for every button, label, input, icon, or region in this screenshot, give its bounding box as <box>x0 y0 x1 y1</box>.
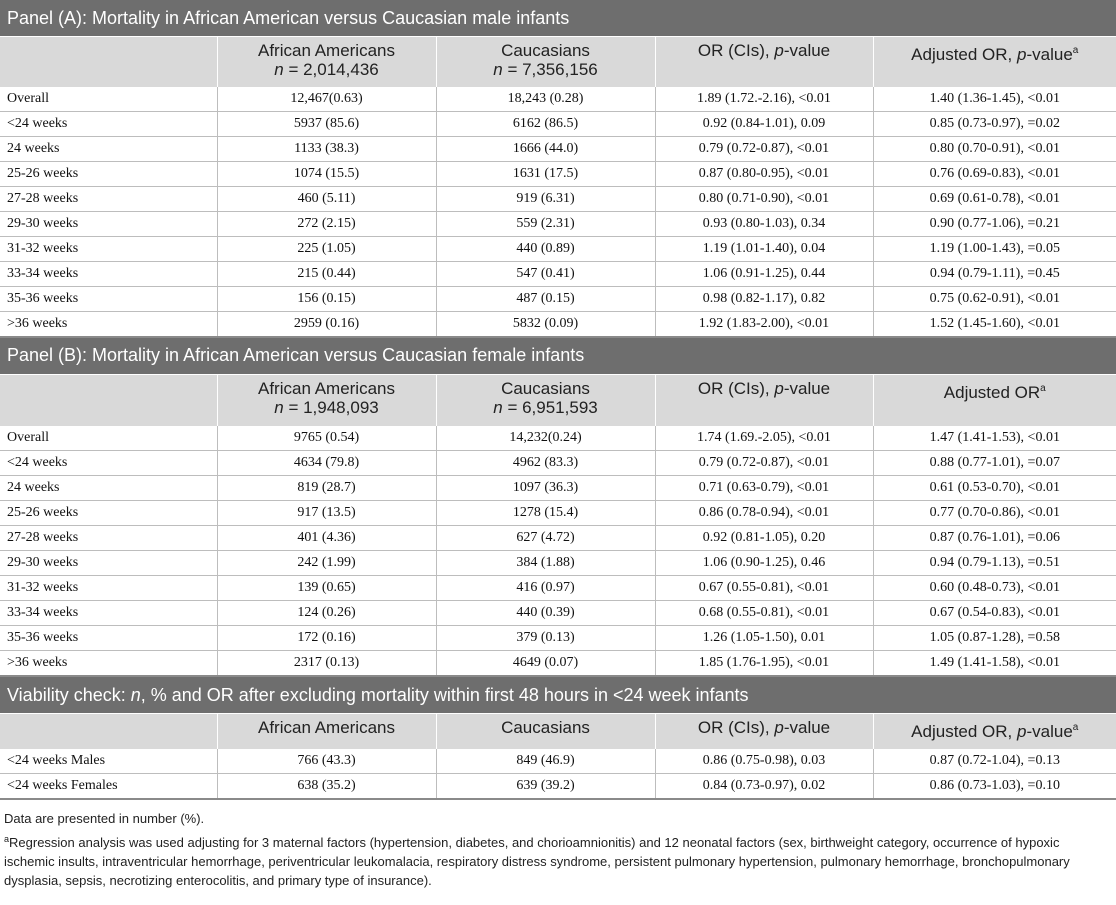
adjusted-or-cell: 0.80 (0.70-0.91), <0.01 <box>873 136 1116 161</box>
panel-a-header-adj: Adjusted OR, p-value$^a$ <box>873 37 1116 87</box>
row-label-cell: <24 weeks Males <box>0 749 217 774</box>
caucasian-cell: 18,243 (0.28) <box>436 87 655 112</box>
row-label-cell: <24 weeks <box>0 111 217 136</box>
panel-a-header-aa: African Americans n = 2,014,436 <box>217 37 436 87</box>
adjusted-or-cell: 0.94 (0.79-1.11), =0.45 <box>873 261 1116 286</box>
row-label-cell: 27-28 weeks <box>0 186 217 211</box>
caucasian-cell: 919 (6.31) <box>436 186 655 211</box>
adjusted-or-cell: 0.60 (0.48-0.73), <0.01 <box>873 576 1116 601</box>
odds-ratio-cell: 0.92 (0.84-1.01), 0.09 <box>655 111 873 136</box>
caucasian-cell: 639 (39.2) <box>436 773 655 799</box>
panel-a-title: Panel (A): Mortality in African American versus Caucasian male infants <box>0 0 1116 37</box>
caucasian-cell: 559 (2.31) <box>436 211 655 236</box>
african-american-cell: 638 (35.2) <box>217 773 436 799</box>
table-row <box>0 311 1116 337</box>
table-row <box>0 211 1116 236</box>
odds-ratio-cell: 0.86 (0.78-0.94), <0.01 <box>655 501 873 526</box>
table-row <box>0 236 1116 261</box>
african-american-cell: 1133 (38.3) <box>217 136 436 161</box>
adjusted-or-cell: 1.19 (1.00-1.43), =0.05 <box>873 236 1116 261</box>
adjusted-or-cell: 0.67 (0.54-0.83), <0.01 <box>873 601 1116 626</box>
caucasian-cell: 849 (46.9) <box>436 749 655 774</box>
table-row <box>0 501 1116 526</box>
row-label-cell: 35-36 weeks <box>0 286 217 311</box>
caucasian-cell: 1666 (44.0) <box>436 136 655 161</box>
table-row <box>0 651 1116 677</box>
row-label-cell: 29-30 weeks <box>0 211 217 236</box>
adjusted-or-cell: 1.40 (1.36-1.45), <0.01 <box>873 87 1116 112</box>
caucasian-cell: 5832 (0.09) <box>436 311 655 337</box>
african-american-cell: 2317 (0.13) <box>217 651 436 677</box>
african-american-cell: 460 (5.11) <box>217 186 436 211</box>
panel-a-header-empty <box>0 37 217 87</box>
african-american-cell: 225 (1.05) <box>217 236 436 261</box>
table-row <box>0 576 1116 601</box>
adjusted-or-cell: 0.90 (0.77-1.06), =0.21 <box>873 211 1116 236</box>
table-row <box>0 749 1116 774</box>
odds-ratio-cell: 0.79 (0.72-0.87), <0.01 <box>655 451 873 476</box>
panel-c-title: Viability check: n, % and OR after excluding mortality within first 48 hours in <24 week infants <box>0 676 1116 714</box>
caucasian-cell: 416 (0.97) <box>436 576 655 601</box>
row-label-cell: 33-34 weeks <box>0 601 217 626</box>
african-american-cell: 917 (13.5) <box>217 501 436 526</box>
panel-b-header-or: OR (CIs), p-value <box>655 374 873 426</box>
african-american-cell: 9765 (0.54) <box>217 426 436 451</box>
table-row <box>0 601 1116 626</box>
odds-ratio-cell: 0.86 (0.75-0.98), 0.03 <box>655 749 873 774</box>
odds-ratio-cell: 0.98 (0.82-1.17), 0.82 <box>655 286 873 311</box>
row-label-cell: >36 weeks <box>0 651 217 677</box>
caucasian-cell: 14,232(0.24) <box>436 426 655 451</box>
panel-c-header-adj: Adjusted OR, p-value$^a$ <box>873 714 1116 749</box>
caucasian-cell: 547 (0.41) <box>436 261 655 286</box>
row-label-cell: 24 weeks <box>0 136 217 161</box>
adjusted-or-cell: 0.87 (0.72-1.04), =0.13 <box>873 749 1116 774</box>
panel-b-body <box>0 426 1116 676</box>
odds-ratio-cell: 0.80 (0.71-0.90), <0.01 <box>655 186 873 211</box>
table-row <box>0 161 1116 186</box>
row-label-cell: 29-30 weeks <box>0 551 217 576</box>
panel-c-header-cau: Caucasians <box>436 714 655 749</box>
panel-c-header-empty <box>0 714 217 749</box>
table-row <box>0 773 1116 799</box>
caucasian-cell: 4962 (83.3) <box>436 451 655 476</box>
table-row <box>0 526 1116 551</box>
odds-ratio-cell: 1.92 (1.83-2.00), <0.01 <box>655 311 873 337</box>
african-american-cell: 242 (1.99) <box>217 551 436 576</box>
african-american-cell: 5937 (85.6) <box>217 111 436 136</box>
adjusted-or-cell: 0.61 (0.53-0.70), <0.01 <box>873 476 1116 501</box>
panel-c-header-aa: African Americans <box>217 714 436 749</box>
odds-ratio-cell: 0.84 (0.73-0.97), 0.02 <box>655 773 873 799</box>
caucasian-cell: 1631 (17.5) <box>436 161 655 186</box>
table-row <box>0 426 1116 451</box>
african-american-cell: 766 (43.3) <box>217 749 436 774</box>
african-american-cell: 124 (0.26) <box>217 601 436 626</box>
row-label-cell: <24 weeks Females <box>0 773 217 799</box>
odds-ratio-cell: 0.79 (0.72-0.87), <0.01 <box>655 136 873 161</box>
adjusted-or-cell: 1.49 (1.41-1.58), <0.01 <box>873 651 1116 677</box>
panel-c-header-or: OR (CIs), p-value <box>655 714 873 749</box>
odds-ratio-cell: 1.74 (1.69.-2.05), <0.01 <box>655 426 873 451</box>
panel-a-header-row <box>0 37 1116 87</box>
odds-ratio-cell: 0.92 (0.81-1.05), 0.20 <box>655 526 873 551</box>
table-row <box>0 476 1116 501</box>
odds-ratio-cell: 1.26 (1.05-1.50), 0.01 <box>655 626 873 651</box>
table-row <box>0 186 1116 211</box>
row-label-cell: 31-32 weeks <box>0 576 217 601</box>
row-label-cell: <24 weeks <box>0 451 217 476</box>
adjusted-or-cell: 1.47 (1.41-1.53), <0.01 <box>873 426 1116 451</box>
african-american-cell: 156 (0.15) <box>217 286 436 311</box>
footnote-data-format: Data are presented in number (%). <box>4 810 205 826</box>
adjusted-or-cell: 0.77 (0.70-0.86), <0.01 <box>873 501 1116 526</box>
odds-ratio-cell: 1.06 (0.91-1.25), 0.44 <box>655 261 873 286</box>
table-row <box>0 136 1116 161</box>
panel-b-header-cau: Caucasians n = 6,951,593 <box>436 374 655 426</box>
table-row <box>0 626 1116 651</box>
odds-ratio-cell: 0.68 (0.55-0.81), <0.01 <box>655 601 873 626</box>
african-american-cell: 401 (4.36) <box>217 526 436 551</box>
adjusted-or-cell: 0.75 (0.62-0.91), <0.01 <box>873 286 1116 311</box>
panel-b-header-aa: African Americans n = 1,948,093 <box>217 374 436 426</box>
row-label-cell: Overall <box>0 426 217 451</box>
table-row <box>0 286 1116 311</box>
panel-b-title: Panel (B): Mortality in African American versus Caucasian female infants <box>0 337 1116 375</box>
adjusted-or-cell: 0.86 (0.73-1.03), =0.10 <box>873 773 1116 799</box>
row-label-cell: >36 weeks <box>0 311 217 337</box>
panel-b-header-empty <box>0 374 217 426</box>
panel-a-body <box>0 87 1116 337</box>
row-label-cell: 33-34 weeks <box>0 261 217 286</box>
african-american-cell: 4634 (79.8) <box>217 451 436 476</box>
odds-ratio-cell: 1.85 (1.76-1.95), <0.01 <box>655 651 873 677</box>
table-row <box>0 551 1116 576</box>
panel-a-header-cau: Caucasians n = 7,356,156 <box>436 37 655 87</box>
row-label-cell: 27-28 weeks <box>0 526 217 551</box>
odds-ratio-cell: 0.93 (0.80-1.03), 0.34 <box>655 211 873 236</box>
row-label-cell: 35-36 weeks <box>0 626 217 651</box>
caucasian-cell: 379 (0.13) <box>436 626 655 651</box>
caucasian-cell: 440 (0.39) <box>436 601 655 626</box>
panel-b-header-adj: Adjusted $OR^a$ <box>873 374 1116 426</box>
panel-c-title-row <box>0 676 1116 714</box>
panel-c-header-row <box>0 714 1116 749</box>
table-row <box>0 111 1116 136</box>
panel-a-header-or: OR (CIs), p-value <box>655 37 873 87</box>
african-american-cell: 2959 (0.16) <box>217 311 436 337</box>
table-row <box>0 451 1116 476</box>
table-row <box>0 87 1116 112</box>
adjusted-or-cell: 1.52 (1.45-1.60), <0.01 <box>873 311 1116 337</box>
panel-c-body <box>0 749 1116 799</box>
caucasian-cell: 6162 (86.5) <box>436 111 655 136</box>
african-american-cell: 172 (0.16) <box>217 626 436 651</box>
adjusted-or-cell: 0.87 (0.76-1.01), =0.06 <box>873 526 1116 551</box>
caucasian-cell: 627 (4.72) <box>436 526 655 551</box>
adjusted-or-cell: 0.85 (0.73-0.97), =0.02 <box>873 111 1116 136</box>
caucasian-cell: 1278 (15.4) <box>436 501 655 526</box>
caucasian-cell: 440 (0.89) <box>436 236 655 261</box>
row-label-cell: Overall <box>0 87 217 112</box>
odds-ratio-cell: 1.06 (0.90-1.25), 0.46 <box>655 551 873 576</box>
caucasian-cell: 384 (1.88) <box>436 551 655 576</box>
table-row <box>0 261 1116 286</box>
african-american-cell: 215 (0.44) <box>217 261 436 286</box>
odds-ratio-cell: 1.19 (1.01-1.40), 0.04 <box>655 236 873 261</box>
african-american-cell: 1074 (15.5) <box>217 161 436 186</box>
footnote-regression: $^a$Regression analysis was used adjusting for 3 maternal factors (hypertension, diabetes, and chorioamnionitis) and 12 neonatal factors (sex, birthweight category, occurrence of hypoxic ischemic insults, intraventricular hemorrhage, periventricular leukomalacia, respiratory distress syndrome, persistent pulmonary hypertension, pulmonary hemorrhage, bronchopulmonary dysplasia, sepsis, necrotizing enterocolitis, and primary type of insurance). <box>4 833 1070 888</box>
african-american-cell: 272 (2.15) <box>217 211 436 236</box>
odds-ratio-cell: 1.89 (1.72.-2.16), <0.01 <box>655 87 873 112</box>
adjusted-or-cell: 0.76 (0.69-0.83), <0.01 <box>873 161 1116 186</box>
adjusted-or-cell: 0.88 (0.77-1.01), =0.07 <box>873 451 1116 476</box>
row-label-cell: 31-32 weeks <box>0 236 217 261</box>
adjusted-or-cell: 0.94 (0.79-1.13), =0.51 <box>873 551 1116 576</box>
panel-b-title-row <box>0 337 1116 375</box>
caucasian-cell: 487 (0.15) <box>436 286 655 311</box>
odds-ratio-cell: 0.71 (0.63-0.79), <0.01 <box>655 476 873 501</box>
caucasian-cell: 4649 (0.07) <box>436 651 655 677</box>
panel-a-title-row <box>0 0 1116 37</box>
african-american-cell: 139 (0.65) <box>217 576 436 601</box>
caucasian-cell: 1097 (36.3) <box>436 476 655 501</box>
row-label-cell: 24 weeks <box>0 476 217 501</box>
odds-ratio-cell: 0.67 (0.55-0.81), <0.01 <box>655 576 873 601</box>
row-label-cell: 25-26 weeks <box>0 161 217 186</box>
african-american-cell: 12,467(0.63) <box>217 87 436 112</box>
panel-b-header-row <box>0 374 1116 426</box>
adjusted-or-cell: 1.05 (0.87-1.28), =0.58 <box>873 626 1116 651</box>
odds-ratio-cell: 0.87 (0.80-0.95), <0.01 <box>655 161 873 186</box>
table-footnotes <box>0 809 1116 890</box>
row-label-cell: 25-26 weeks <box>0 501 217 526</box>
adjusted-or-cell: 0.69 (0.61-0.78), <0.01 <box>873 186 1116 211</box>
african-american-cell: 819 (28.7) <box>217 476 436 501</box>
